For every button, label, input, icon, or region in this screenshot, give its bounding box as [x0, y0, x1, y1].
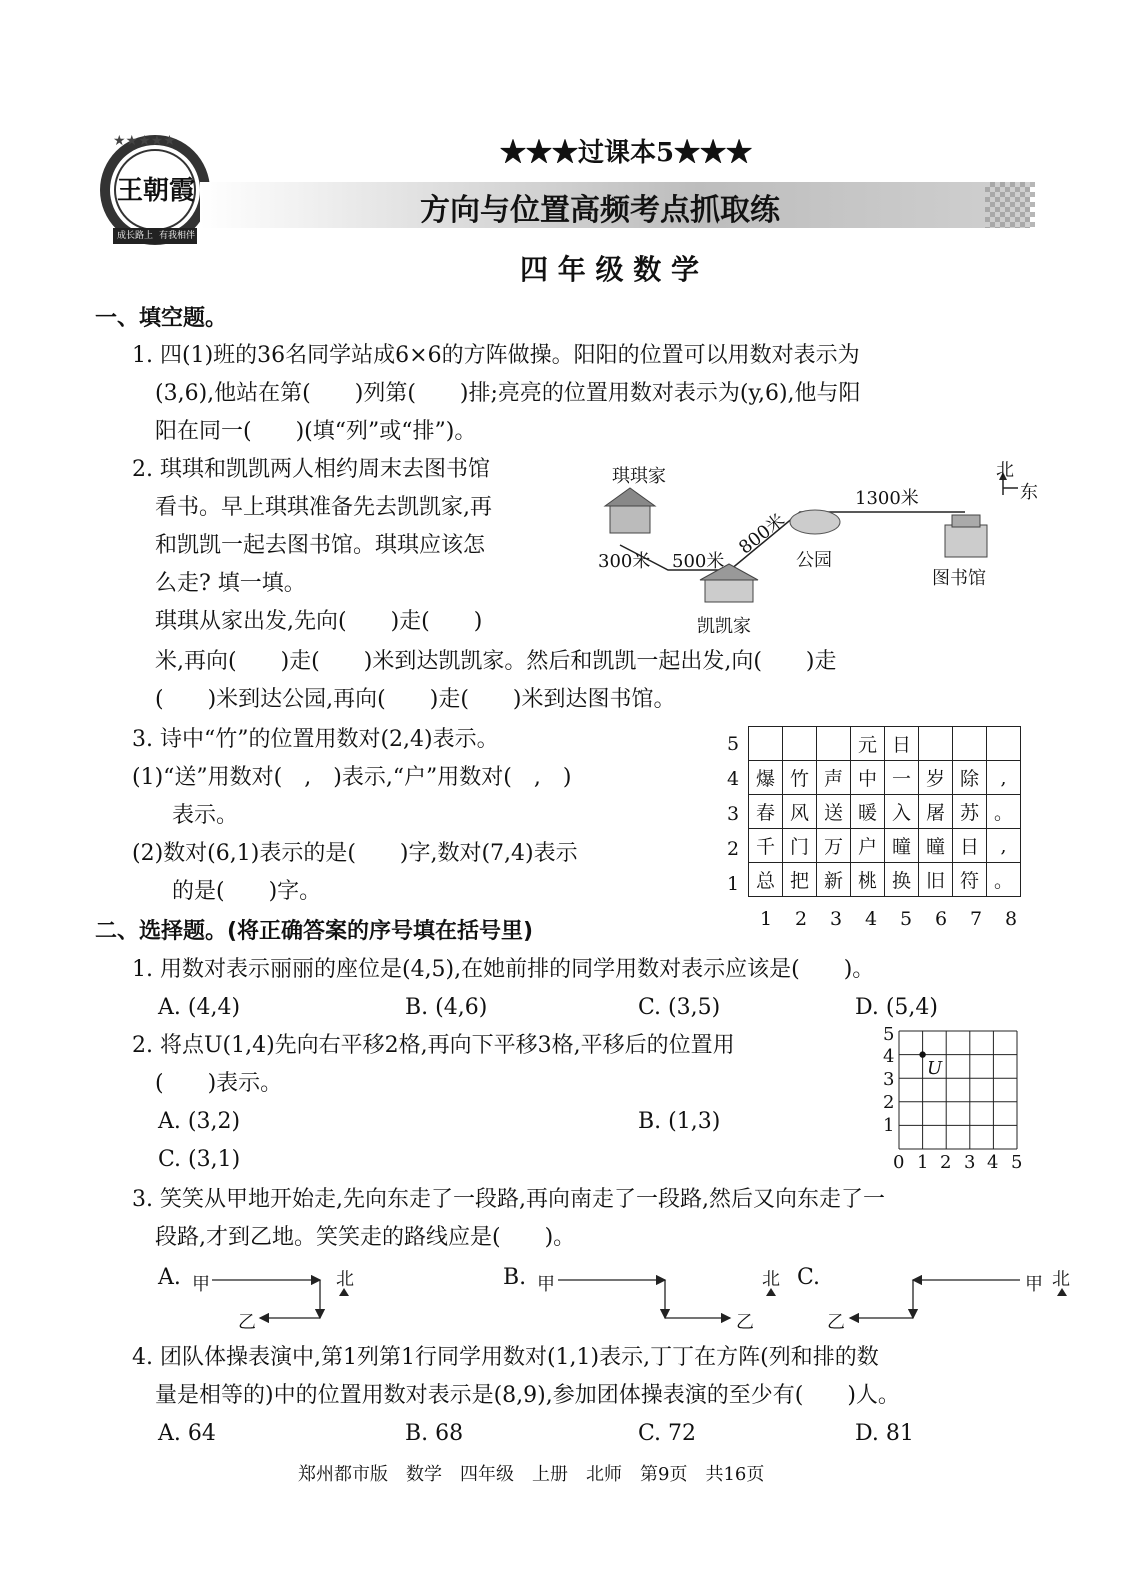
grid-y-label: 1 [883, 1115, 895, 1136]
poem-cell: 日 [885, 727, 919, 761]
poem-cell: 。 [987, 863, 1021, 897]
map-dist-1300: 1300米 [855, 488, 919, 509]
logo-text: 王朝霞 [117, 176, 196, 206]
poem-cell: 一 [885, 761, 919, 795]
poem-col-label: 8 [1005, 908, 1018, 930]
s2-q4-option-a: A. 64 [158, 1421, 216, 1446]
poem-cell: 新 [817, 863, 851, 897]
logo-tag1: 成长路上 [117, 231, 154, 241]
s1-q1-line3: 阳在同一( )(填“列”或“排”)。 [155, 419, 477, 444]
s1-q2-line4: 么走? 填一填。 [155, 571, 306, 596]
s2-q2-option-c: C. (3,1) [158, 1147, 241, 1172]
s2-q2-option-b: B. (1,3) [638, 1109, 721, 1134]
poem-cell: 。 [987, 795, 1021, 829]
s1-q2-line6: 米,再向( )走( )米到达凯凯家。然后和凯凯一起出发,向( )走 [155, 649, 837, 674]
poem-cell: 万 [817, 829, 851, 863]
poem-row-label: 2 [727, 838, 740, 860]
s2-q3-option-c: C. [797, 1265, 821, 1290]
s2-q3-line2: 段路,才到乙地。笑笑走的路线应是( )。 [155, 1225, 576, 1250]
poem-cell: 除 [953, 761, 987, 795]
poem-col-label: 5 [900, 908, 913, 930]
s2-q1-option-b: B. (4,6) [405, 995, 488, 1020]
route-options-diagram [180, 1262, 1080, 1332]
poem-cell: 符 [953, 863, 987, 897]
compass-north: 北 [996, 460, 1014, 481]
poem-cell [953, 727, 987, 761]
s2-q3-line1: 3. 笑笑从甲地开始走,先向东走了一段路,再向南走了一段路,然后又向东走了一 [132, 1187, 885, 1212]
poem-row-label: 4 [727, 768, 740, 790]
poem-cell: 声 [817, 761, 851, 795]
poem-cell: , [987, 829, 1021, 863]
poem-cell: 屠 [919, 795, 953, 829]
qiqi-home-icon [605, 488, 655, 533]
poem-cell: 曈 [919, 829, 953, 863]
map-label-park: 公园 [796, 550, 832, 571]
section2-heading: 二、选择题。(将正确答案的序号填在括号里) [95, 919, 534, 944]
poem-cell: 门 [783, 829, 817, 863]
page-footer: 郑州都市版 数学 四年级 上册 北师 第9页 共16页 [298, 1464, 765, 1485]
poem-grid [748, 726, 1021, 897]
banner-pattern [985, 182, 1035, 228]
route-b-yi: 乙 [736, 1312, 754, 1333]
route-a-north: 北 [336, 1269, 354, 1290]
s2-q1-stem: 1. 用数对表示丽丽的座位是(4,5),在她前排的同学用数对表示应该是( )。 [132, 957, 875, 982]
poem-cell: 千 [749, 829, 783, 863]
s2-q1-option-a: A. (4,4) [158, 995, 241, 1020]
logo [95, 128, 215, 248]
s1-q3-line3: 表示。 [172, 803, 239, 828]
svg-text:★★★★★: ★★★★★ [113, 133, 176, 149]
route-c-jia: 甲 [1025, 1274, 1043, 1295]
poem-row-label: 3 [727, 803, 740, 825]
park-icon [790, 510, 840, 534]
map-dist-300: 300米 [598, 551, 651, 572]
s2-q4-line1: 4. 团队体操表演中,第1列第1行同学用数对(1,1)表示,丁丁在方阵(列和排的数 [132, 1345, 879, 1370]
grid-x-label: 1 [917, 1152, 929, 1173]
s1-q2-line7: ( )米到达公园,再向( )走( )米到达图书馆。 [155, 687, 676, 712]
s1-q2-line2: 看书。早上琪琪准备先去凯凯家,再 [155, 495, 492, 520]
grid-x-label: 3 [964, 1152, 976, 1173]
s2-q2-line1: 2. 将点U(1,4)先向右平移2格,再向下平移3格,平移后的位置用 [132, 1033, 735, 1058]
s1-q3-line4: (2)数对(6,1)表示的是( )字,数对(7,4)表示 [132, 841, 578, 866]
poem-row-label: 5 [727, 733, 740, 755]
map-dist-500: 500米 [672, 551, 725, 572]
poem-row [749, 795, 1021, 829]
subject-title: 四 年 级 数 学 [520, 253, 699, 286]
poem-cell: 总 [749, 863, 783, 897]
poem-cell [749, 727, 783, 761]
s2-q1-option-c: C. (3,5) [638, 995, 721, 1020]
banner-title: 方向与位置高频考点抓取练 [420, 193, 780, 228]
poem-cell: 暖 [851, 795, 885, 829]
map-label-kaikai: 凯凯家 [697, 616, 751, 637]
s2-q4-option-c: C. 72 [638, 1421, 697, 1446]
s1-q2-line3: 和凯凯一起去图书馆。琪琪应该怎 [155, 533, 486, 558]
logo-tag2: 有我相伴 [159, 231, 196, 241]
grid-x-label: 2 [940, 1152, 952, 1173]
poem-cell: 户 [851, 829, 885, 863]
poem-cell: 曈 [885, 829, 919, 863]
s2-q2-option-a: A. (3,2) [158, 1109, 241, 1134]
poem-cell [783, 727, 817, 761]
poem-cell: 元 [851, 727, 885, 761]
poem-cell: , [987, 761, 1021, 795]
poem-col-label: 6 [935, 908, 948, 930]
poem-cell: 把 [783, 863, 817, 897]
map-label-qiqi: 琪琪家 [612, 466, 666, 487]
poem-cell [987, 727, 1021, 761]
poem-cell: 送 [817, 795, 851, 829]
poem-col-label: 1 [760, 908, 773, 930]
poem-row [749, 829, 1021, 863]
poem-cell: 风 [783, 795, 817, 829]
s1-q3-line5: 的是( )字。 [172, 879, 322, 904]
poem-col-label: 4 [865, 908, 878, 930]
poem-cell: 春 [749, 795, 783, 829]
coordinate-grid [898, 1030, 1020, 1152]
s2-q4-option-b: B. 68 [405, 1421, 464, 1446]
poem-col-label: 2 [795, 908, 808, 930]
point-u-label: U [927, 1058, 943, 1079]
grid-x-label: 4 [987, 1152, 999, 1173]
route-a-yi: 乙 [238, 1312, 256, 1333]
route-b-north: 北 [762, 1269, 780, 1290]
s1-q2-line1: 2. 琪琪和凯凯两人相约周末去图书馆 [132, 457, 490, 482]
poem-cell: 苏 [953, 795, 987, 829]
poem-cell: 竹 [783, 761, 817, 795]
poem-row [749, 761, 1021, 795]
map-dist-800: 800米 [735, 509, 790, 559]
s2-q2-line2: ( )表示。 [155, 1071, 283, 1096]
s1-q3-line1: 3. 诗中“竹”的位置用数对(2,4)表示。 [132, 727, 499, 752]
grid-x-label: 0 [893, 1152, 905, 1173]
s2-q1-option-d: D. (5,4) [855, 995, 938, 1020]
poem-row-label: 1 [727, 873, 740, 895]
map-label-library: 图书馆 [932, 568, 986, 589]
poem-row [749, 727, 1021, 761]
grid-y-label: 2 [883, 1092, 895, 1113]
poem-cell: 日 [953, 829, 987, 863]
poem-cell: 桃 [851, 863, 885, 897]
poem-cell: 爆 [749, 761, 783, 795]
s1-q3-line2: (1)“送”用数对( , )表示,“户”用数对( , ) [132, 765, 572, 790]
s1-q2-line5: 琪琪从家出发,先向( )走( ) [155, 609, 483, 634]
route-c-north: 北 [1052, 1269, 1070, 1290]
compass-east: 东 [1020, 482, 1038, 503]
poem-col-label: 7 [970, 908, 983, 930]
poem-cell: 中 [851, 761, 885, 795]
library-icon [945, 515, 987, 557]
s1-q1-line2: (3,6),他站在第( )列第( )排;亮亮的位置用数对表示为(y,6),他与阳 [155, 381, 861, 406]
grid-x-label: 5 [1011, 1152, 1023, 1173]
point-u [919, 1051, 925, 1057]
poem-cell [919, 727, 953, 761]
poem-cell: 旧 [919, 863, 953, 897]
grid-y-label: 3 [883, 1069, 895, 1090]
grid-y-label: 4 [883, 1046, 895, 1067]
poem-cell: 换 [885, 863, 919, 897]
s2-q3-option-b: B. [503, 1265, 527, 1290]
s2-q3-option-a: A. [158, 1265, 181, 1290]
s1-q1-line1: 1. 四(1)班的36名同学站成6×6的方阵做操。阳阳的位置可以用数对表示为 [132, 343, 860, 368]
s2-q4-option-d: D. 81 [855, 1421, 914, 1446]
route-c-yi: 乙 [827, 1312, 845, 1333]
poem-cell: 入 [885, 795, 919, 829]
poem-row [749, 863, 1021, 897]
poem-cell [817, 727, 851, 761]
poem-cell: 岁 [919, 761, 953, 795]
s2-q4-line2: 量是相等的)中的位置用数对表示是(8,9),参加团体操表演的至少有( )人。 [155, 1383, 900, 1408]
route-a-jia: 甲 [192, 1274, 210, 1295]
route-b-jia: 甲 [537, 1274, 555, 1295]
poem-col-label: 3 [830, 908, 843, 930]
section1-heading: 一、填空题。 [95, 306, 228, 331]
grid-y-label: 5 [883, 1024, 895, 1045]
series-title: ★★★过课本5★★★ [500, 138, 753, 168]
